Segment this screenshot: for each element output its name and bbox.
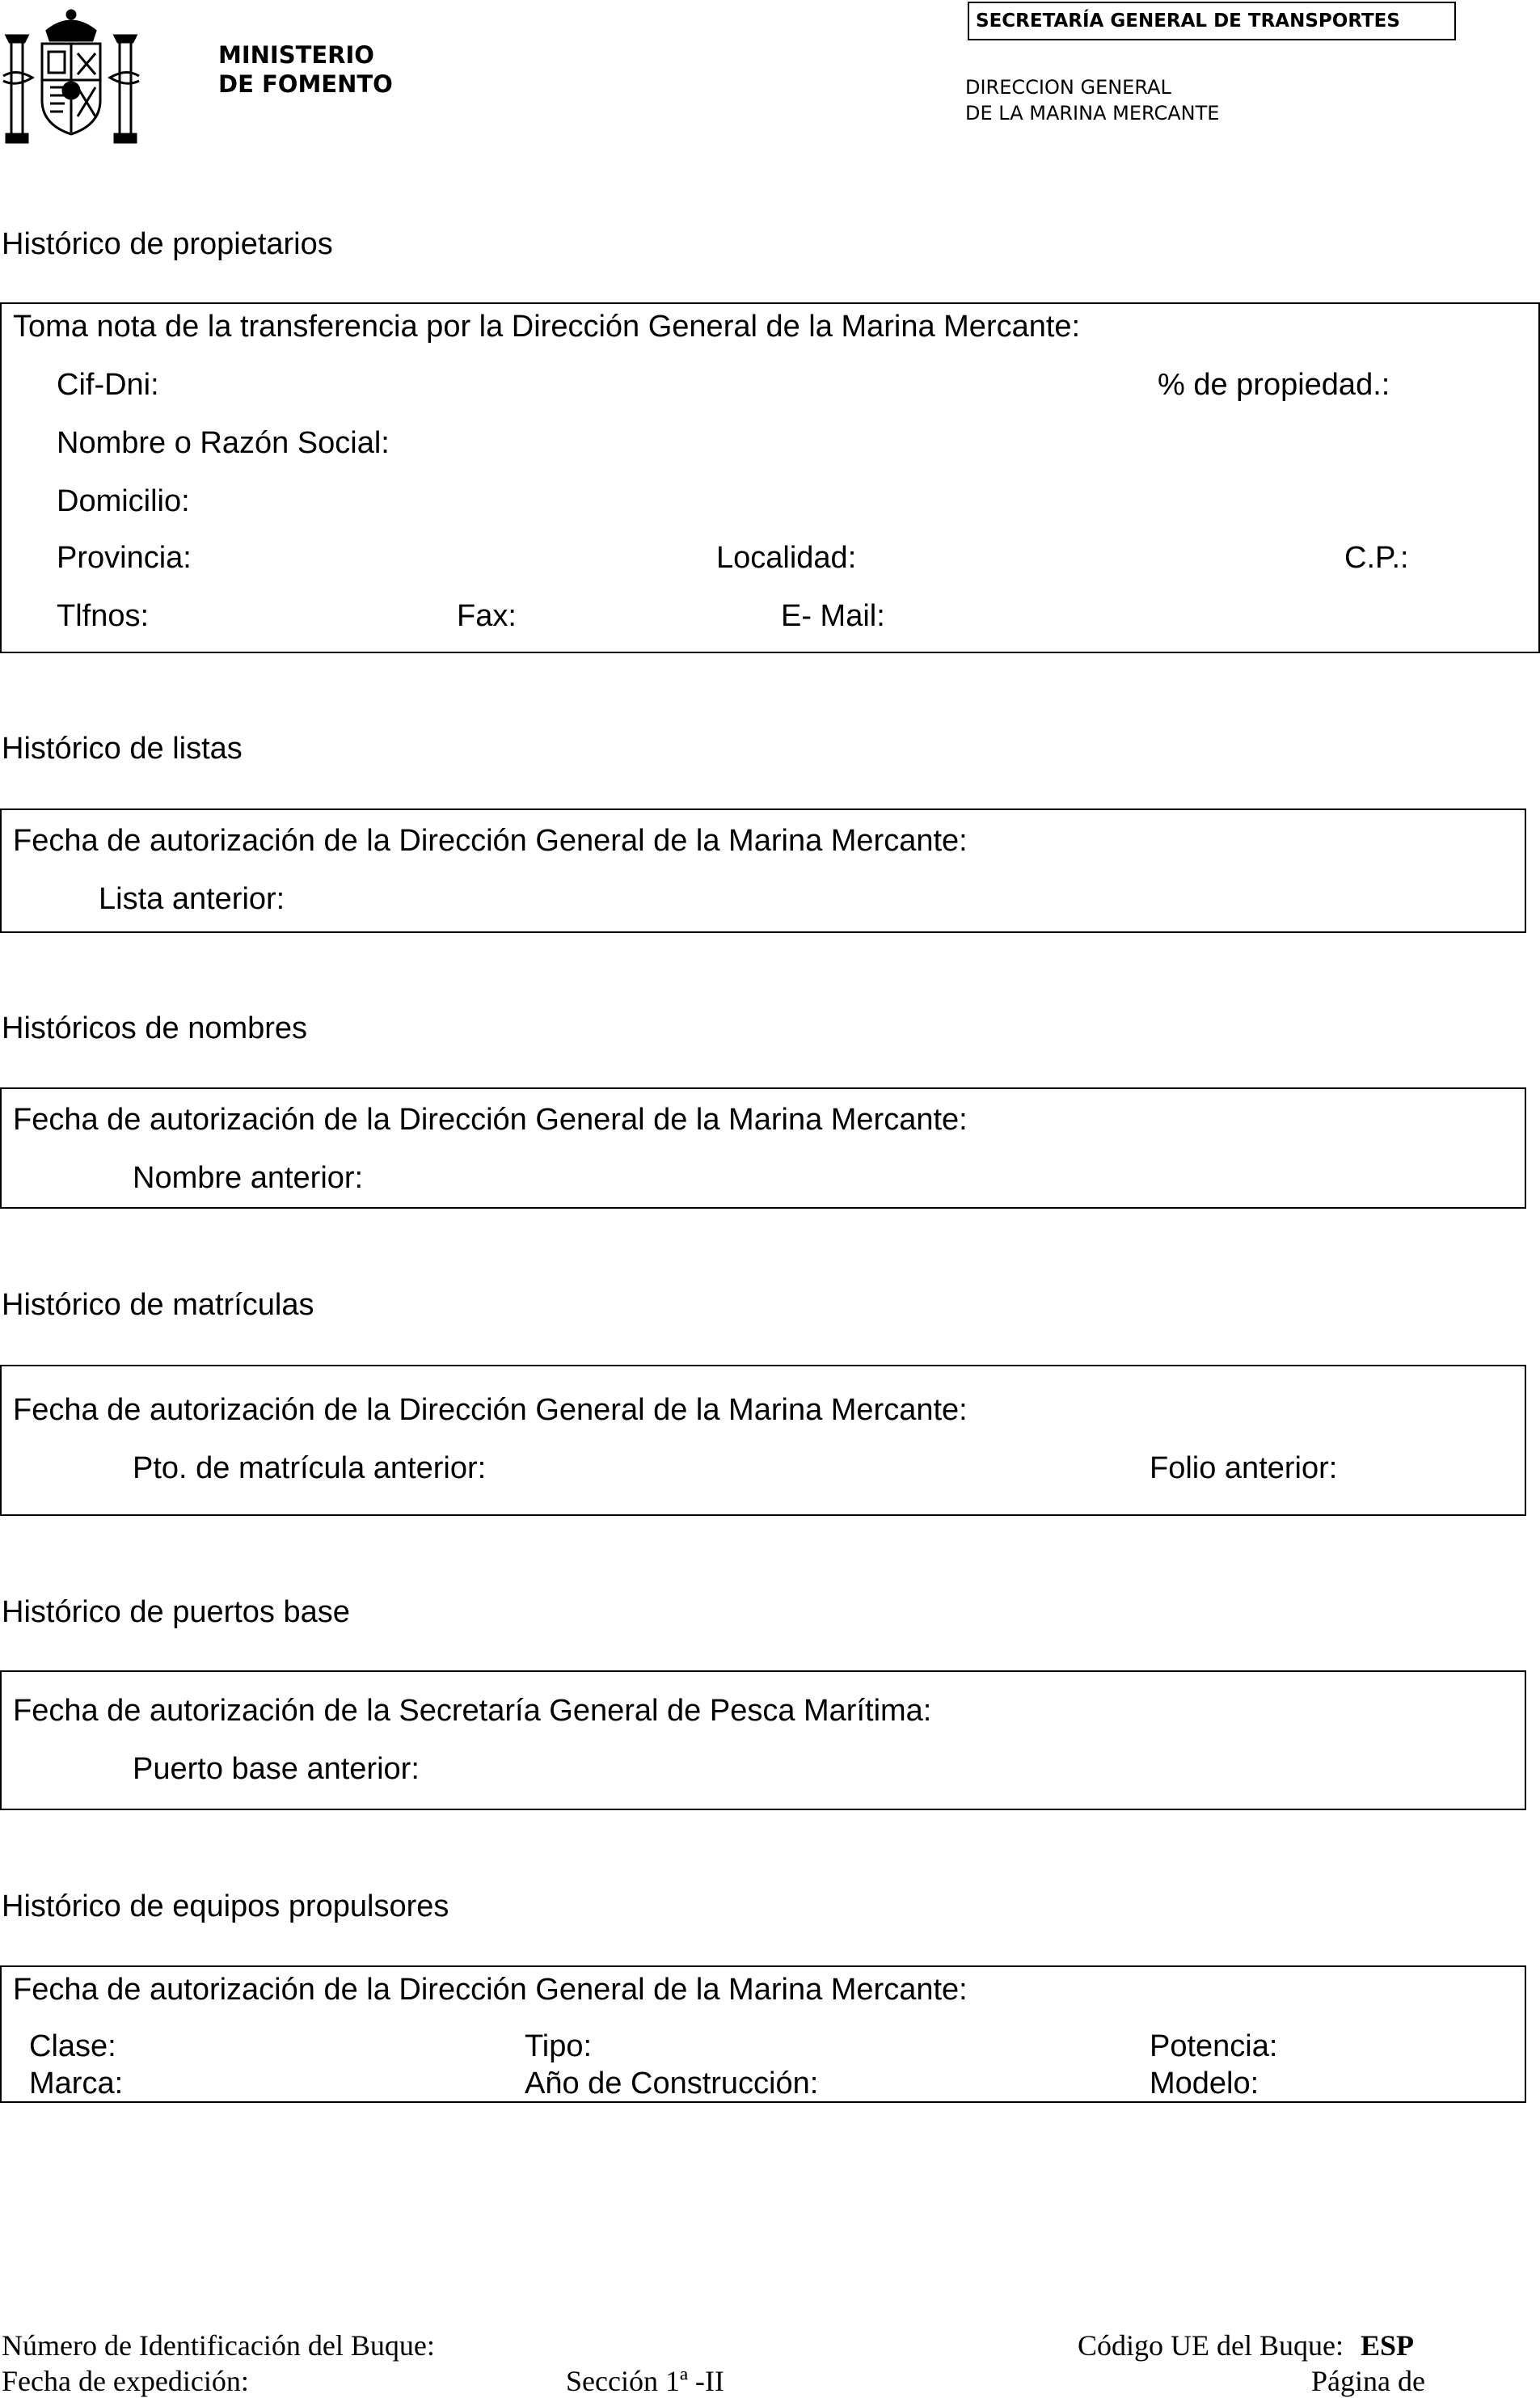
fax-label: Fax: (457, 599, 517, 633)
puerto-matricula-label: Pto. de matrícula anterior: (133, 1451, 487, 1485)
listas-box (0, 808, 1526, 933)
propulsores-box (0, 1965, 1526, 2103)
section-title-propietarios: Histórico de propietarios (2, 227, 333, 261)
puertos-base-box (0, 1670, 1526, 1810)
propiedad-label: % de propiedad.: (1158, 368, 1390, 402)
propietarios-box (0, 302, 1540, 653)
listas-heading: Fecha de autorización de la Dirección General de la Marina Mercante: (13, 824, 968, 858)
nombre-label: Nombre o Razón Social: (57, 426, 390, 460)
section-title-listas: Histórico de listas (2, 732, 243, 766)
codigo-ue (1078, 2328, 1414, 2362)
direccion-line2: DE LA MARINA MERCANTE (965, 102, 1220, 125)
domicilio-label: Domicilio: (57, 484, 190, 518)
secretaria-box: SECRETARÍA GENERAL DE TRANSPORTES (968, 2, 1456, 40)
tlfnos-label: Tlfnos: (57, 599, 150, 633)
coat-of-arms-icon (0, 3, 142, 149)
ministry-line2: DE FOMENTO (218, 70, 393, 98)
folio-anterior-label: Folio anterior: (1150, 1451, 1338, 1485)
pagina-label: Página de (1311, 2365, 1425, 2397)
marca-label: Marca: (29, 2067, 124, 2100)
section-title-propulsores: Histórico de equipos propulsores (2, 1889, 449, 1923)
cp-label: C.P.: (1344, 541, 1409, 575)
direccion-line1: DIRECCION GENERAL (965, 76, 1171, 99)
anio-construccion-label: Año de Construcción: (525, 2067, 819, 2100)
localidad-label: Localidad: (716, 541, 857, 575)
email-label: E- Mail: (781, 599, 885, 633)
fecha-expedicion-label: Fecha de expedición: (2, 2365, 249, 2397)
ministry-name (218, 40, 393, 99)
ministry-line1: MINISTERIO (218, 41, 374, 69)
matriculas-heading: Fecha de autorización de la Dirección General de la Marina Mercante: (13, 1393, 968, 1427)
clase-label: Clase: (29, 2029, 116, 2063)
codigo-ue-value: ESP (1360, 2329, 1415, 2362)
numero-identificacion-label: Número de Identificación del Buque: (2, 2329, 435, 2362)
puerto-base-anterior-label: Puerto base anterior: (133, 1752, 420, 1786)
propulsores-heading: Fecha de autorización de la Dirección General de la Marina Mercante: (13, 1973, 968, 2007)
potencia-label: Potencia: (1150, 2029, 1278, 2063)
section-title-nombres: Históricos de nombres (2, 1011, 308, 1045)
propietarios-heading: Toma nota de la transferencia por la Dirección General de la Marina Mercante: (13, 310, 1081, 344)
section-title-puertos-base: Histórico de puertos base (2, 1595, 350, 1629)
puertos-base-heading: Fecha de autorización de la Secretaría General de Pesca Marítima: (13, 1694, 932, 1728)
lista-anterior-label: Lista anterior: (99, 882, 285, 916)
modelo-label: Modelo: (1150, 2067, 1259, 2100)
codigo-ue-label: Código UE del Buque: (1078, 2329, 1344, 2362)
nombre-anterior-label: Nombre anterior: (133, 1161, 364, 1195)
direccion-general (965, 74, 1219, 126)
section-title-matriculas: Histórico de matrículas (2, 1288, 314, 1322)
seccion-label: Sección 1ª -II (566, 2365, 724, 2397)
nombres-heading: Fecha de autorización de la Dirección General de la Marina Mercante: (13, 1103, 968, 1137)
nombres-box (0, 1087, 1526, 1209)
provincia-label: Provincia: (57, 541, 192, 575)
tipo-label: Tipo: (525, 2029, 593, 2063)
cif-dni-label: Cif-Dni: (57, 368, 159, 402)
matriculas-box (0, 1365, 1526, 1516)
